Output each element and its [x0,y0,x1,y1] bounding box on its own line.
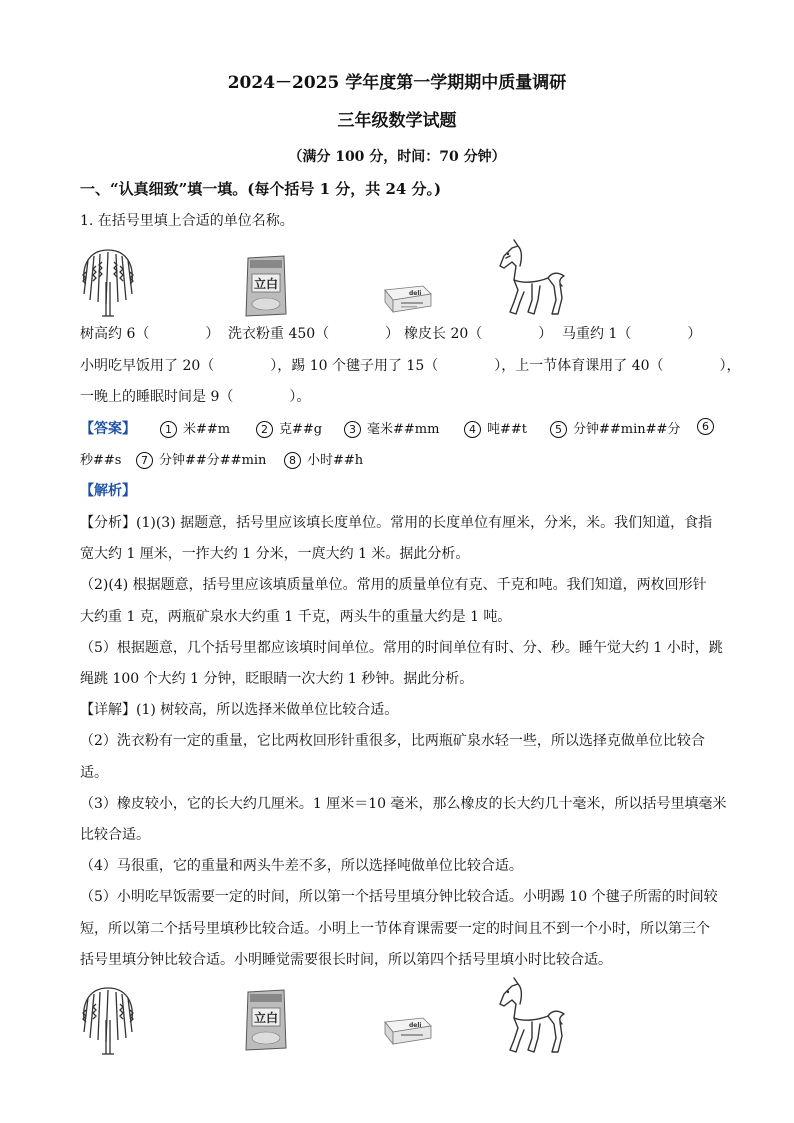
analysis-line: 比较合适。 [80,827,150,843]
answer-item-7: 7 分钟##分##min [136,449,266,469]
blank-item-tree: 树高约 6（ ） [80,326,220,342]
willow-tree-icon [76,242,140,318]
answer-item-6-text: 秒##s [80,453,122,468]
detergent-bag-icon [244,986,288,1052]
circled-number-7: 7 [136,452,153,469]
willow-tree-icon [76,980,140,1056]
blank-item-horse: 马重约 1（ ） [562,326,702,342]
answer-item-3: 3 毫米##mm [344,418,439,438]
bag-label: 立白 [253,1011,279,1025]
eraser-icon [383,1012,433,1046]
analysis-line: 大约重 1 克，两瓶矿泉水大约重 1 千克，两头牛的重量大约是 1 吨。 [80,608,512,625]
analysis-line: 绳跳 100 个大约 1 分钟，眨眼睛一次大约 1 秒钟。据此分析。 [80,671,474,687]
detergent-bag-icon [244,252,288,318]
blank-item-detergent: 洗衣粉重 450（ ） [228,326,400,342]
answer-label: 【答案】 [80,421,136,437]
circled-number-2: 2 [256,421,273,438]
analysis-line: 宽大约 1 厘米，一拃大约 1 分米，一庹大约 1 米。据此分析。 [80,546,470,563]
eraser-brand: deli [409,1022,422,1029]
analysis-line: （3）橡皮较小，它的长大约几厘米。1 厘米＝10 毫米，那么橡皮的长大约几十毫米，所以括号里填毫米 [80,795,727,812]
analysis-line: 短，所以第二个括号里填秒比较合适。小明上一节体育课需要一定的时间且不到一个小时，所以第三个 [80,920,710,937]
analysis-line: （4）马很重，它的重量和两头牛差不多，所以选择吨做单位比较合适。 [80,858,523,875]
analysis-line: （5）根据题意，几个括号里都应该填时间单位。常用的时间单位有时、分、秒。睡午觉大约 1 小时，跳 [80,639,723,656]
circled-number-4: 4 [464,421,481,438]
analysis-line: 【详解】(1) 树较高，所以选择米做单位比较合适。 [80,702,399,719]
blank-line-time: 小明吃早饭用了 20（ ），踢 10 个毽子用了 15（ ），上一节体育课用了 40（ ）， [80,358,741,374]
eraser-icon [383,280,433,314]
answer-item-4: 4 吨##t [464,418,527,438]
exam-title: 2024－2025 学年度第一学期期中质量调研 [227,73,567,93]
bag-label: 立白 [253,277,279,291]
answer-item-6 [697,418,720,435]
question-stem: 1. 在括号里填上合适的单位名称。 [80,213,294,229]
analysis-line: （5）小明吃早饭需要一定的时间，所以第一个括号里填分钟比较合适。小明踢 10 个毽子所需的时间较 [80,889,718,906]
horse-icon [492,236,568,318]
analysis-label: 【解析】 [80,483,136,499]
analysis-line: （2)(4) 根据题意，括号里应该填质量单位。常用的质量单位有克、千克和吨。我们知道，两枚回形针 [80,577,707,594]
exam-subtitle: 三年级数学试题 [337,111,457,131]
analysis-line: 适。 [80,764,108,781]
blank-item-eraser: 橡皮长 20（ ） [404,326,553,342]
circled-number-6: 6 [697,418,714,435]
analysis-line: （2）洗衣粉有一定的重量，它比两枚回形针重很多，比两瓶矿泉水轻一些，所以选择克做单位比较合 [80,733,705,750]
answer-item-8: 8 小时##h [284,449,363,469]
circled-number-5: 5 [550,421,567,438]
answer-item-2: 2 克##g [256,418,322,438]
circled-number-1: 1 [160,421,177,438]
analysis-line: 【分析】(1)(3) 据题意，括号里应该填长度单位。常用的长度单位有厘米，分米，米。我们知道，食指 [80,515,713,531]
circled-number-3: 3 [344,421,361,438]
analysis-line: 括号里填分钟比较合适。小明睡觉需要很长时间，所以第四个括号里填小时比较合适。 [80,951,612,968]
answer-item-1: 1 米##m [160,418,230,438]
eraser-brand: deli [409,290,422,297]
exam-info: （满分 100 分，时间：70 分钟） [288,149,506,165]
blank-line-sleep: 一晚上的睡眠时间是 9（ ）。 [80,389,311,405]
section-heading: 一、“认真细致”填一填。(每个括号 1 分，共 24 分。) [80,180,442,198]
horse-icon [492,974,568,1056]
answer-item-5: 5 分钟##min##分 [550,418,680,438]
circled-number-8: 8 [284,452,301,469]
